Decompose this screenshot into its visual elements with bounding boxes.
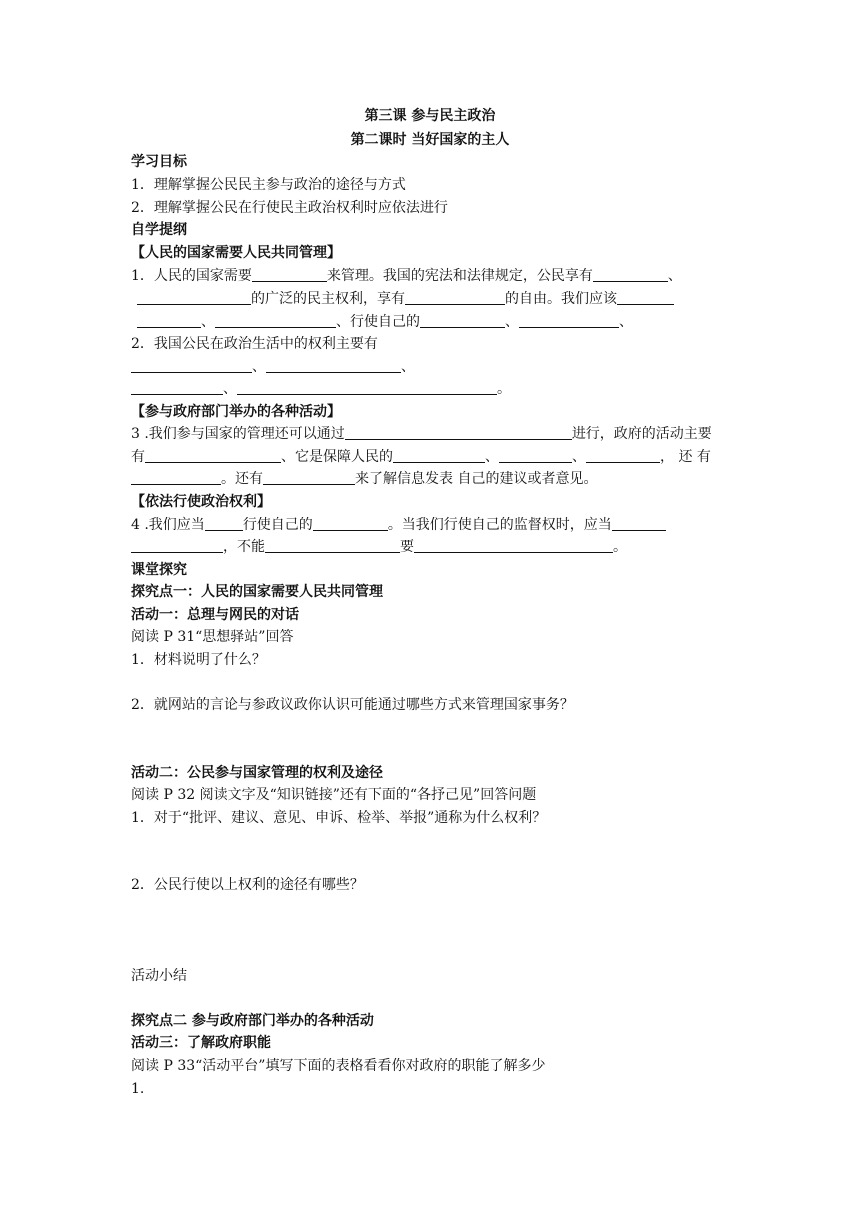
q3-text: ， 还 有 [660,449,711,465]
q1-text: 、 [619,314,633,330]
blank[interactable] [131,380,223,395]
q4-text: ，不能 [223,539,265,555]
q2-text: 、 [252,359,266,375]
blank[interactable] [617,290,674,305]
q3-text: 、它是保障人民的 [281,449,393,465]
question-3-line-3 [131,470,597,488]
q3-text: 有 [131,449,145,465]
blank[interactable] [612,516,666,531]
page-subtitle: 第二课时 当好国家的主人 [350,132,510,148]
blank[interactable] [313,516,388,531]
q1-text: 、 [667,268,682,284]
section-title-3: 【依法行使政治权利】 [131,494,271,510]
blank[interactable] [586,448,660,463]
blank[interactable] [593,267,668,282]
q1-text: 1．人民的国家需要 [131,268,252,284]
q3-text: 进行，政府的活动主要 [571,426,712,442]
section-title-1: 【人民的国家需要人民共同管理】 [131,245,341,261]
explore-point-1: 探究点一：人民的国家需要人民共同管理 [131,584,383,600]
blank[interactable] [131,358,252,373]
q2-text: 、 [401,359,415,375]
q4-text: 要 [400,539,414,555]
explore-heading: 课堂探究 [131,562,187,578]
activity-3-item-1: 1. [131,1081,145,1097]
question-2-line-1: 2．我国公民在政治生活中的权利主要有 [131,336,378,352]
blank[interactable] [405,290,505,305]
q4-text: 行使自己的 [242,517,313,533]
q3-text: 、 [485,449,499,465]
question-1-line-2 [137,290,674,308]
blank[interactable] [215,313,336,328]
activity-1-question-1: 1．材料说明了什么？ [131,652,266,668]
activity-2-question-1: 1．对于“批评、建议、意见、申诉、检举、举报”通称为什么权利？ [131,810,547,826]
goals-heading: 学习目标 [131,154,187,170]
activity-1-reading: 阅读 P 31“思想驿站”回答 [131,629,294,645]
page-title: 第三课 参与民主政治 [364,108,496,124]
activity-3-title: 活动三：了解政府职能 [131,1035,271,1051]
question-2-line-2 [131,358,415,376]
section-title-2: 【参与政府部门举办的各种活动】 [131,404,341,420]
blank[interactable] [145,448,281,463]
blank[interactable] [131,538,223,553]
activity-1-question-2: 2．就网站的言论与参政议政你认识可能通过哪些方式来管理国家事务？ [131,697,574,713]
q3-text: 、 [572,449,586,465]
blank[interactable] [414,538,613,553]
outline-heading: 自学提纲 [131,222,187,238]
q1-text: 的自由。我们应该 [505,291,617,307]
q2-text: 、 [223,381,237,397]
activity-summary: 活动小结 [131,968,187,984]
goal-item: 1．理解掌握公民民主参与政治的途径与方式 [131,177,406,193]
blank[interactable] [393,448,485,463]
question-1-line-1 [131,267,682,285]
blank[interactable] [205,516,243,531]
question-1-line-3 [137,313,633,331]
q1-text: 的广泛的民主权利，享有 [251,291,405,307]
blank[interactable] [266,358,401,373]
question-2-line-3 [131,380,511,398]
q1-text: 、行使自己的 [336,314,420,330]
blank[interactable] [420,313,505,328]
q2-text: 。 [497,381,511,397]
blank[interactable] [345,425,572,440]
activity-3-reading: 阅读 P 33“活动平台”填写下面的表格看看你对政府的职能了解多少 [131,1058,546,1074]
activity-2-title: 活动二：公民参与国家管理的权利及途径 [131,765,383,781]
blank[interactable] [237,380,497,395]
blank[interactable] [519,313,619,328]
activity-2-question-2: 2．公民行使以上权利的途径有哪些？ [131,877,364,893]
blank[interactable] [137,290,251,305]
blank[interactable] [499,448,572,463]
q4-text: 。当我们行使自己的监督权时，应当 [387,517,612,533]
blank[interactable] [252,267,327,282]
question-3-line-1 [131,425,712,443]
q3-text: 。还有 [221,471,263,487]
q1-text: 来管理。我国的宪法和法律规定，公民享有 [326,268,593,284]
blank[interactable] [137,313,201,328]
q4-text: 。 [613,539,627,555]
question-4-line-1 [131,516,666,534]
blank[interactable] [263,470,355,485]
question-3-line-2 [131,448,711,466]
explore-point-2: 探究点二 参与政府部门举办的各种活动 [131,1013,374,1029]
q1-text: 、 [201,314,215,330]
q1-text: 、 [505,314,519,330]
activity-1-title: 活动一：总理与网民的对话 [131,607,299,623]
goal-item: 2．理解掌握公民在行使民主政治权利时应依法进行 [131,200,448,216]
blank[interactable] [265,538,400,553]
q3-text: 3 .我们参与国家的管理还可以通过 [131,426,345,442]
activity-2-reading: 阅读 P 32 阅读文字及“知识链接”还有下面的“各抒己见”回答问题 [131,787,537,803]
q4-text: 4 .我们应当 [131,517,205,533]
q3-text: 来了解信息发表 自己的建议或者意见。 [355,471,598,487]
question-4-line-2 [131,538,627,556]
blank[interactable] [131,470,221,485]
